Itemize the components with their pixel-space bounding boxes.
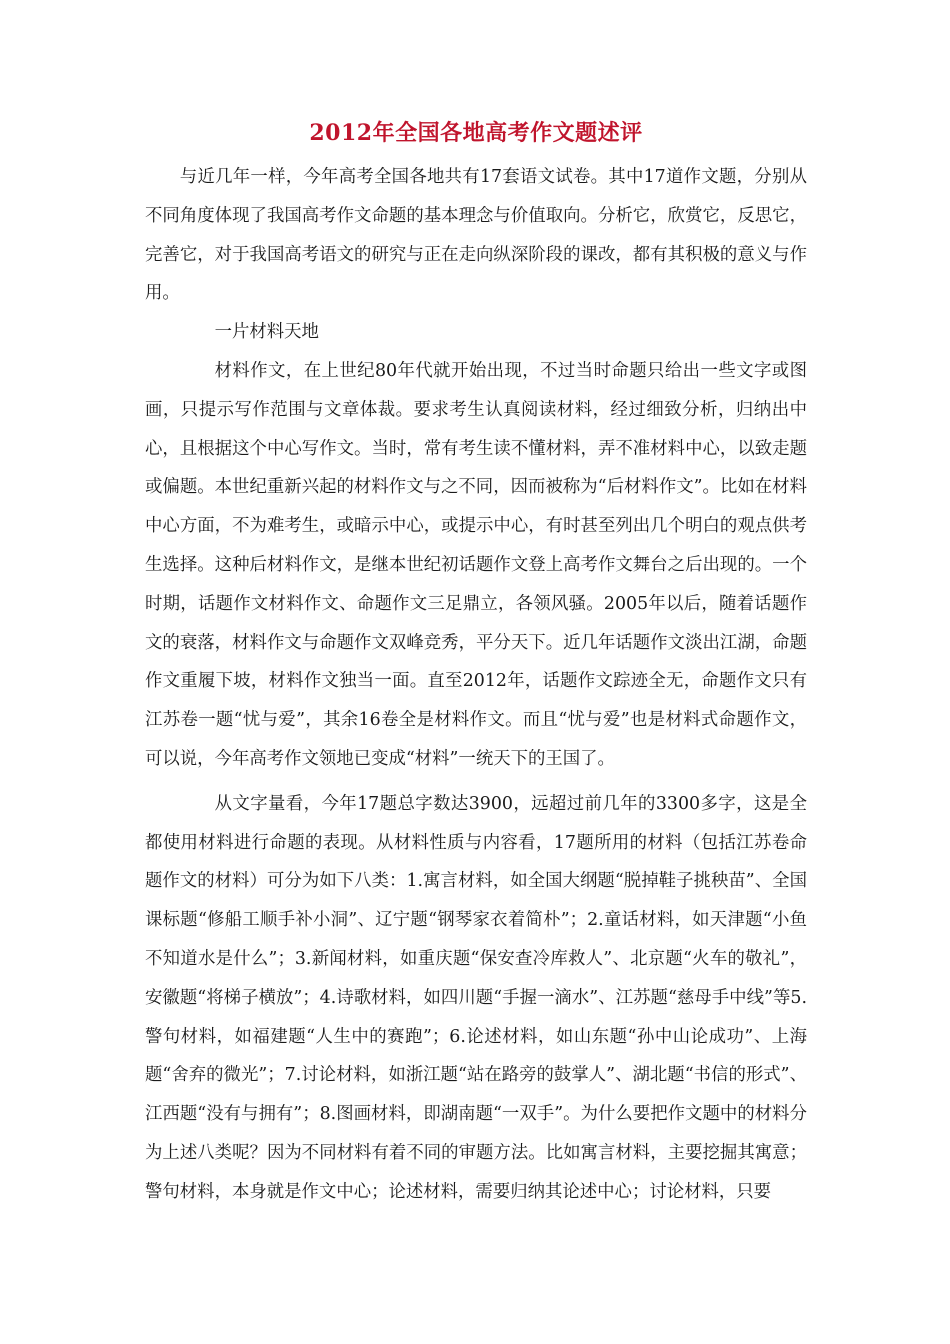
body-paragraph: 从文字量看，今年17题总字数达3900，远超过前几年的3300多字，这是全都使用材料进行命题的表现。从材料性质与内容看，17题所用的材料（包括江苏卷命题作文的材料）可分为如下八类：1.寓言材料，如全国大纲题“脱掉鞋子挑秧苗”、全国课标题“修船工顺手补小洞”、辽宁题“钢琴家衣着简朴”；2.童话材料，如天津题“小鱼不知道水是什么”；3.新闻材料，如重庆题“保安查冷库救人”、北京题“火车的敬礼”，安徽题“将梯子横放”；4.诗歌材料，如四川题“手握一滴水”、江苏题“慈母手中线”等5.警句材料，如福建题“人生中的赛跑”；6.论述材料，如山东题“孙中山论成功”、上海题“舍弃的微光”；7.讨论材料，如浙江题“站在路旁的鼓掌人”、湖北题“书信的形式”、江西题“没有与拥有”；8.图画材料，即湖南题“一双手”。为什么要把作文题中的材料分为上述八类呢？因为不同材料有着不同的审题方法。比如寓言材料，主要挖掘其寓意；警句材料，本身就是作文中心；论述材料，需要归纳其论述中心；讨论材料，只要 xyxy=(145,793,807,1202)
section-heading: 一片材料天地 xyxy=(214,322,319,343)
document-page xyxy=(145,118,807,1212)
intro-paragraph: 与近几年一样，今年高考全国各地共有17套语文试卷。其中17道作文题，分别从不同角度体现了我国高考作文命题的基本理念与价值取向。分析它，欣赏它，反思它，完善它，对于我国高考语文的研究与正在走向纵深阶段的课改，都有其积极的意义与作用。 xyxy=(145,167,807,304)
document-title: 2012年全国各地高考作文题述评 xyxy=(309,120,643,146)
body-paragraph: 材料作文，在上世纪80年代就开始出现，不过当时命题只给出一些文字或图画，只提示写作范围与文章体裁。要求考生认真阅读材料，经过细致分析，归纳出中心，且根据这个中心写作文。当时，常有考生读不懂材料，弄不准材料中心，以致走题或偏题。本世纪重新兴起的材料作文与之不同，因而被称为“后材料作文”。比如在材料中心方面，不为难考生，或暗示中心，或提示中心，有时甚至列出几个明白的观点供考生选择。这种后材料作文，是继本世纪初话题作文登上高考作文舞台之后出现的。一个时期，话题作文材料作文、命题作文三足鼎立，各领风骚。2005年以后，随着话题作文的衰落，材料作文与命题作文双峰竞秀，平分天下。近几年话题作文淡出江湖，命题作文重履下坡，材料作文独当一面。直至2012年，话题作文踪迹全无，命题作文只有江苏卷一题“忧与爱”，其余16卷全是材料作文。而且“忧与爱”也是材料式命题作文，可以说，今年高考作文领地已变成“材料”一统天下的王国了。 xyxy=(145,360,807,769)
